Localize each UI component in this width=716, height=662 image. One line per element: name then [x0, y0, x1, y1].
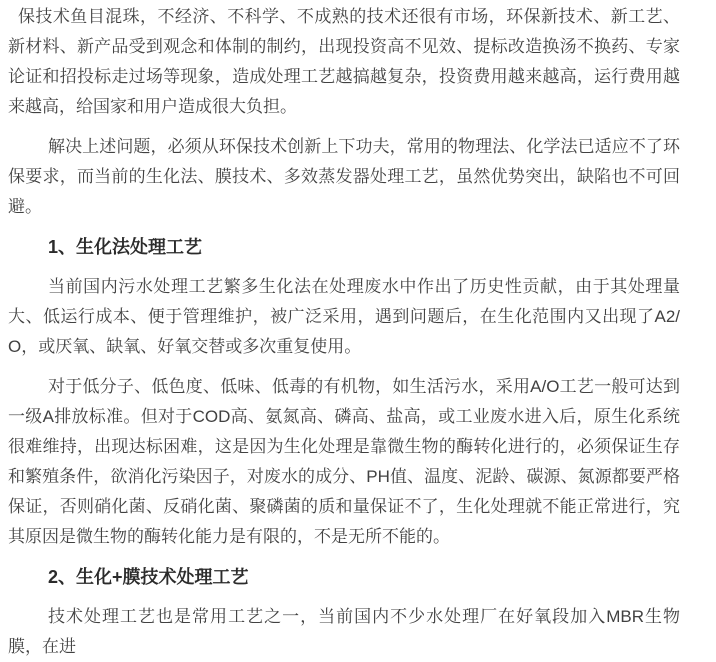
- article-body: [8, 2, 680, 662]
- paragraph-biochemical-history: 当前国内污水处理工艺繁多生化法在处理废水中作出了历史性贡献，由于其处理量大、低运行成本、便于管理维护，被广泛采用，遇到问题后，在生化范围内又出现了A2/O，或厌氧、缺氧、好氧交替或多次重复使用。: [8, 277, 680, 356]
- section-heading-membrane-process: 2、生化+膜技术处理工艺: [48, 567, 249, 587]
- paragraph-membrane-intro: 技术处理工艺也是常用工艺之一，当前国内不少水处理厂在好氧段加入MBR生物膜，在进: [8, 607, 680, 656]
- section-heading-biochemical-process: 1、生化法处理工艺: [48, 237, 203, 257]
- paragraph-biochemical-limitations: 对于低分子、低色度、低味、低毒的有机物，如生活污水，采用A/O工艺一般可达到一级A排放标准。但对于COD高、氨氮高、磷高、盐高，或工业废水进入后，原生化系统很难维持，出现达标困难，这是因为生化处理是靠微生物的酶转化进行的，必须保证生存和繁殖条件，欲消化污染因子，对废水的成分、PH值、温度、泥龄、碳源、氮源都要严格保证，否则硝化菌、反硝化菌、聚磷菌的质和量保证不了，生化处理就不能正常进行，究其原因是微生物的酶转化能力是有限的，不是无所不能的。: [8, 377, 680, 546]
- paragraph-problem-statement: 解决上述问题，必须从环保技术创新上下功夫，常用的物理法、化学法已适应不了环保要求，而当前的生化法、膜技术、多效蒸发器处理工艺，虽然优势突出，缺陷也不可回避。: [8, 137, 680, 216]
- paragraph-intro-continued: 保技术鱼目混珠，不经济、不科学、不成熟的技术还很有市场，环保新技术、新工艺、新材料、新产品受到观念和体制的制约，出现投资高不见效、提标改造换汤不换药、专家论证和招投标走过场等现象，造成处理工艺越搞越复杂，投资费用越来越高，运行费用越来越高，给国家和用户造成很大负担。: [8, 7, 680, 116]
